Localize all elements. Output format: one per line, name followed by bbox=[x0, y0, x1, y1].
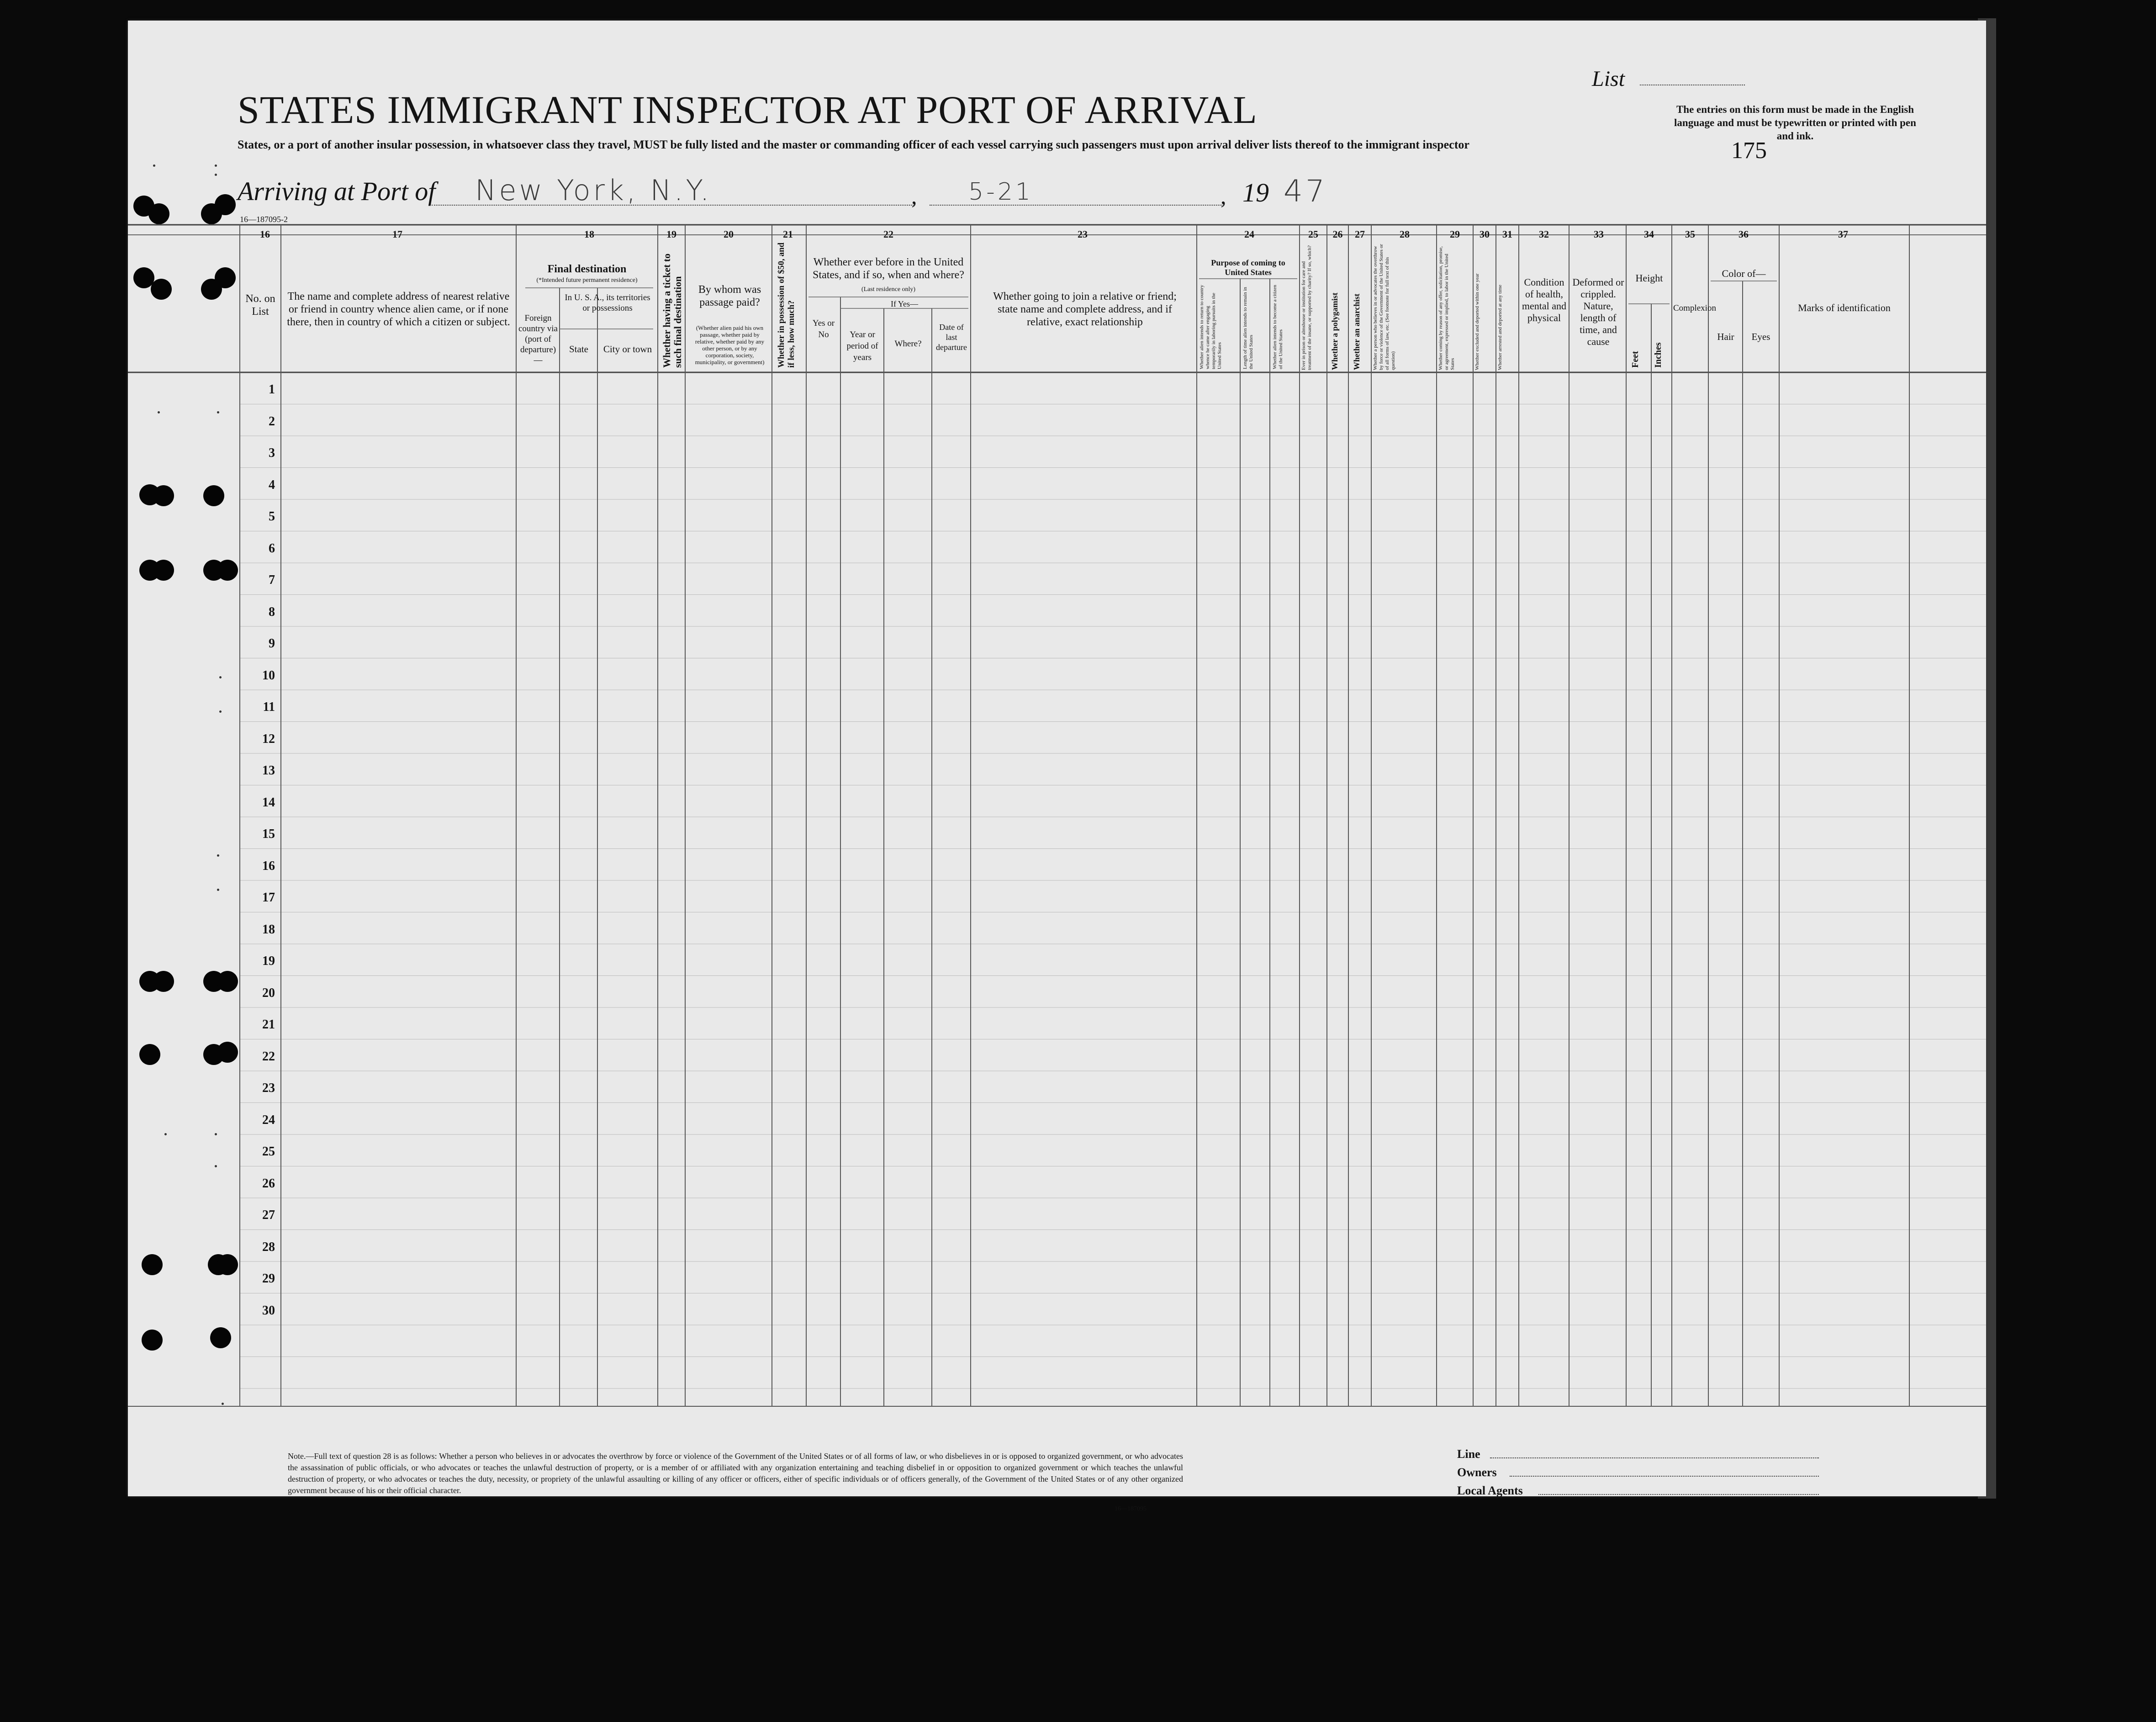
col-number: 20 bbox=[724, 228, 734, 240]
col-number: 31 bbox=[1502, 228, 1512, 240]
row-number: 14 bbox=[262, 795, 275, 810]
row-number: 4 bbox=[269, 477, 275, 492]
header-by-whom: By whom was passage paid? bbox=[698, 284, 761, 308]
col-number: 24 bbox=[1244, 228, 1254, 240]
header-q28: Whether a person who believes in or advocates the overthrow by force or violence of the Government of the United States or of all forms of law, etc. (See footnote for full text of this question) bbox=[1373, 244, 1396, 370]
header-q31: Whether arrested and deported at any time bbox=[1497, 285, 1503, 370]
agents-fill-line bbox=[1538, 1494, 1819, 1495]
row-number: 21 bbox=[262, 1017, 275, 1032]
col-number: 29 bbox=[1450, 228, 1460, 240]
header-final-destination-note: (*Intended future permanent residence) bbox=[536, 277, 638, 284]
row-number: 19 bbox=[262, 954, 275, 968]
col-number: 30 bbox=[1480, 228, 1490, 240]
header-ticket: Whether having a ticket to such final destination bbox=[661, 253, 683, 368]
stray-mark bbox=[153, 164, 155, 167]
comma-mark: , bbox=[911, 183, 917, 209]
row-number: 15 bbox=[262, 827, 275, 841]
header-last-residence: (Last residence only) bbox=[861, 286, 916, 293]
header-no-on-list: No. on List bbox=[245, 293, 275, 318]
col-number: 32 bbox=[1539, 228, 1549, 240]
row-number: 9 bbox=[269, 636, 275, 651]
header-year-period: Year or period of years bbox=[846, 330, 878, 362]
stray-mark bbox=[215, 174, 217, 176]
row-number: 17 bbox=[262, 890, 275, 905]
col-number: 36 bbox=[1739, 228, 1749, 240]
col-number: 34 bbox=[1644, 228, 1654, 240]
header-purpose-length: Length of time alien intends to remain in the United States bbox=[1242, 287, 1254, 369]
list-number: 175 bbox=[1731, 138, 1767, 164]
row-number: 18 bbox=[262, 922, 275, 937]
header-if-yes: If Yes— bbox=[890, 299, 918, 308]
port-handwritten: New York, N.Y. bbox=[475, 174, 712, 207]
col-number: 33 bbox=[1594, 228, 1604, 240]
header-anarchist: Whether an anarchist bbox=[1352, 293, 1361, 370]
col-number: 25 bbox=[1308, 228, 1318, 240]
header-city-town: City or town bbox=[603, 344, 652, 355]
manifest-grid bbox=[128, 224, 1986, 1407]
list-label: List bbox=[1592, 67, 1625, 91]
row-number: 22 bbox=[262, 1049, 275, 1064]
year-prefix: 19 bbox=[1242, 178, 1269, 207]
header-inches: Inches bbox=[1653, 342, 1663, 368]
footnote-q28: Note.—Full text of question 28 is as follows: Whether a person who believes in or advocates the overthrow by force or violence of the Government of the United States or of all forms of law, or who disbelieves in or is opposed to organized government, or who advocates the assassination of public officials, or who advocates or teaches the unlawful destruction of property, or is a member of or affiliated with any organization entertaining and teaching disbelief in or opposition to organized government or which teaches the unlawful destruction of property, or who advocates or teaches the duty, necessity, or propriety of the unlawful assaulting or killing of any officer or officers, either of specific individuals or of officers generally, of the Government of the United States or of any other organized government because of his or their official character. bbox=[288, 1452, 1183, 1495]
row-number: 16 bbox=[262, 858, 275, 873]
row-number: 28 bbox=[262, 1240, 275, 1254]
header-foreign-country: Foreign country via (port of departure)— bbox=[518, 313, 558, 365]
col-number: 21 bbox=[783, 228, 793, 240]
header-condition: Condition of health, mental and physical bbox=[1522, 276, 1567, 323]
grid-lines bbox=[128, 224, 1986, 1407]
arriving-port-label: Arriving at Port of bbox=[238, 176, 436, 206]
row-number: 30 bbox=[262, 1303, 275, 1318]
header-join-relative: Whether going to join a relative or friend; state name and complete address, and if relative, exact relationship bbox=[993, 291, 1177, 328]
col-number: 19 bbox=[666, 228, 676, 240]
header-marks: Marks of identification bbox=[1798, 302, 1891, 313]
row-number: 7 bbox=[269, 573, 275, 587]
col-number: 23 bbox=[1078, 228, 1088, 240]
header-in-usa: In U. S. A., its territories or possessions bbox=[565, 293, 650, 313]
header-possession: Whether in possession of $50, and if less, how much? bbox=[777, 242, 796, 368]
row-number: 13 bbox=[262, 763, 275, 778]
col-number: 26 bbox=[1332, 228, 1343, 240]
header-feet: Feet bbox=[1630, 351, 1640, 368]
header-polygamist: Whether a polygamist bbox=[1330, 292, 1339, 370]
punch-hole bbox=[148, 203, 169, 224]
row-number: 27 bbox=[262, 1208, 275, 1222]
comma-mark: , bbox=[1221, 183, 1226, 209]
form-instructions: The entries on this form must be made in the English language and must be typewritten or printed with pen and ink. bbox=[1674, 104, 1916, 142]
header-q29: Whether coming by reason of any offer, solicitation, promise, or agreement, expressed or implied, to labor in the United States bbox=[1438, 246, 1455, 370]
header-ever-before: Whether ever before in the United States, and if so, when and where? bbox=[813, 256, 964, 281]
header-hair: Hair bbox=[1717, 331, 1734, 342]
header-date-departure: Date of last departure bbox=[936, 323, 967, 352]
row-number: 12 bbox=[262, 731, 275, 746]
form-subtitle: States, or a port of another insular possession, in whatsoever class they travel, MUST be fully listed and the master or commanding officer of each vessel carrying such passengers must upon arrival deliver lists thereof to the immigrant inspector bbox=[238, 138, 1469, 151]
date-handwritten: 5-21 bbox=[968, 178, 1034, 206]
col-number: 18 bbox=[584, 228, 594, 240]
header-name-address: The name and complete address of nearest relative or friend in country whence alien came, or if none there, then in country of which a citizen or subject. bbox=[287, 291, 510, 328]
row-number: 20 bbox=[262, 986, 275, 1000]
header-q30: Whether excluded and deported within one year bbox=[1474, 273, 1480, 370]
col-number: 37 bbox=[1838, 228, 1848, 240]
punch-hole bbox=[215, 194, 236, 215]
header-state: State bbox=[569, 344, 588, 355]
col-number: 27 bbox=[1355, 228, 1365, 240]
col-number: 35 bbox=[1685, 228, 1695, 240]
row-number: 3 bbox=[269, 446, 275, 460]
header-purpose-citizen: Whether alien intends to become a citizen of the United States bbox=[1272, 285, 1284, 369]
header-eyes: Eyes bbox=[1751, 331, 1770, 342]
row-number: 10 bbox=[262, 668, 275, 683]
agents-label: Local Agents bbox=[1457, 1484, 1523, 1497]
footnote-form-code: 16—187095 bbox=[1115, 1505, 1147, 1512]
header-by-whom-note: (Whether alien paid his own passage, whether paid by relative, whether paid by any other person, or by any corporation, society, municipality, or government) bbox=[695, 324, 765, 366]
header-height: Height bbox=[1635, 272, 1663, 284]
header-final-destination: Final destination bbox=[547, 263, 627, 275]
col-number: 17 bbox=[392, 228, 402, 240]
col-number: 16 bbox=[260, 228, 270, 240]
row-number: 29 bbox=[262, 1272, 275, 1286]
row-number: 24 bbox=[262, 1113, 275, 1127]
owners-fill-line bbox=[1510, 1476, 1819, 1477]
form-code: 16—187095-2 bbox=[240, 215, 288, 224]
header-yes-no: Yes or No bbox=[812, 318, 835, 339]
form-title: STATES IMMIGRANT INSPECTOR AT PORT OF ARRIVAL bbox=[238, 88, 1258, 132]
header-complexion: Complexion bbox=[1673, 303, 1716, 313]
header-purpose-return: Whether alien intends to return to country whence he came after engaging temporarily in laboring pursuits in the United States bbox=[1199, 285, 1222, 369]
header-deformed: Deformed or crippled. Nature, length of time, and cause bbox=[1572, 276, 1624, 347]
line-fill-line bbox=[1490, 1457, 1819, 1458]
row-number: 26 bbox=[262, 1176, 275, 1191]
row-number: 5 bbox=[269, 509, 275, 524]
col-number: 22 bbox=[883, 228, 893, 240]
row-number: 6 bbox=[269, 541, 275, 556]
row-number: 25 bbox=[262, 1144, 275, 1159]
owners-label: Owners bbox=[1457, 1466, 1497, 1479]
header-color-of: Color of— bbox=[1722, 268, 1766, 279]
row-number: 2 bbox=[269, 414, 275, 429]
header-purpose: Purpose of coming to United States bbox=[1211, 258, 1285, 277]
header-where: Where? bbox=[894, 339, 922, 349]
line-label: Line bbox=[1457, 1447, 1480, 1461]
col-number: 28 bbox=[1400, 228, 1410, 240]
stray-mark bbox=[215, 164, 217, 167]
header-prison: Ever in prison or almshouse or institution for care and treatment of the insane, or supported by charity? If so, which? bbox=[1301, 245, 1312, 370]
row-number: 1 bbox=[269, 382, 275, 397]
row-number: 23 bbox=[262, 1081, 275, 1095]
row-number: 8 bbox=[269, 604, 275, 619]
row-number: 11 bbox=[263, 700, 275, 714]
year-handwritten: 47 bbox=[1284, 174, 1327, 209]
